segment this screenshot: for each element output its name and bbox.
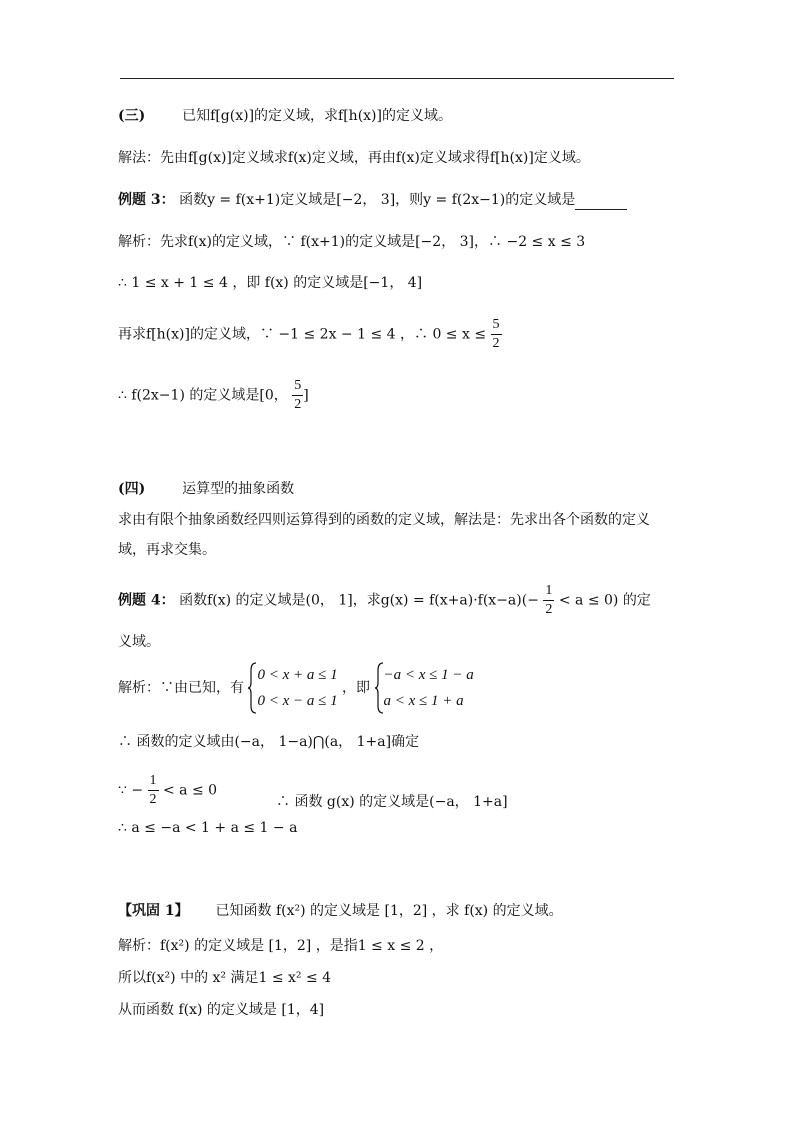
practice-1-step-3: 从而函数 f(x) 的定义域是 [1，4] <box>118 1002 325 1018</box>
example-4-step-1-text: 解析：∵由已知，有 <box>118 680 244 696</box>
example-3-step-3-text: 再求f[h(x)]的定义域，∵ −1 ≤ 2x − 1 ≤ 4 ，∴ 0 ≤ x ≤ <box>118 326 487 343</box>
fraction-one-half <box>543 582 554 619</box>
example-4-text-tail: < a ≤ 0) 的定 <box>558 592 651 609</box>
example-4-text: 函数f(x) 的定义域是(0， 1]，求g(x) = f(x+a)·f(x−a)(− <box>179 592 539 609</box>
practice-1-label: 【巩固 1】 <box>118 903 189 919</box>
example-3-step-3 <box>118 316 502 353</box>
section-4-paragraph-line-2: 域，再求交集。 <box>118 542 216 558</box>
section-4-label: (四) <box>118 481 146 497</box>
system-1-row-2: 0 < x − a ≤ 1 <box>257 693 338 709</box>
system-1-row-1: 0 < x + a ≤ 1 <box>257 667 338 683</box>
example-4-label: 例题 4： <box>118 592 175 609</box>
section-4-title: 运算型的抽象函数 <box>182 481 295 497</box>
example-4-step-1-connector: ，即 <box>342 680 371 696</box>
example-3-step-4-text: ∴ f(2x−1) 的定义域是[0， <box>118 387 288 404</box>
inequality-system-2 <box>375 662 474 714</box>
left-brace-icon <box>248 662 257 714</box>
example-3-step-2: ∴ 1 ≤ x + 1 ≤ 4 ，即 f(x) 的定义域是[−1， 4] <box>118 275 423 291</box>
fraction-denominator: 2 <box>492 336 500 351</box>
fraction-denominator: 2 <box>294 397 302 412</box>
example-3-label: 例题 3： <box>118 192 175 208</box>
left-brace-icon <box>375 662 384 714</box>
fraction-five-halves <box>292 377 303 414</box>
header-rule <box>120 78 674 79</box>
closing-bracket: ] <box>303 387 309 404</box>
method-3-text: 解法：先由f[g(x)]定义域求f(x)定义域，再由f(x)定义域求得f[h(x)]定义域。 <box>118 150 590 166</box>
example-4-step-5: ∴ a ≤ −a < 1 + a ≤ 1 − a <box>118 820 298 836</box>
section-3-title: 已知f[g(x)]的定义域，求f[h(x)]的定义域。 <box>182 108 452 124</box>
example-4-step-3 <box>118 772 217 809</box>
fraction-numerator: 1 <box>148 772 159 791</box>
example-4-step-1 <box>118 662 474 714</box>
practice-1-step-2: 所以f(x²) 中的 x² 满足1 ≤ x² ≤ 4 <box>118 970 332 986</box>
example-4-step-4: ∴ 函数 g(x) 的定义域是(−a， 1+a] <box>276 794 508 810</box>
section-4-paragraph-line-1: 求由有限个抽象函数经四则运算得到的函数的定义域，解法是：先求出各个函数的定义 <box>118 512 650 528</box>
inequality-system-1 <box>248 662 337 714</box>
example-4-question <box>118 582 651 619</box>
example-4-question-line-2: 义域。 <box>118 634 160 650</box>
practice-1-text: 已知函数 f(x²) 的定义域是 [1，2] ，求 f(x) 的定义域。 <box>215 903 563 919</box>
fraction-five-halves <box>491 316 502 353</box>
system-2-row-2: a < x ≤ 1 + a <box>383 693 464 709</box>
section-3-heading <box>118 106 452 126</box>
example-3-text: 函数y = f(x+1)定义域是[−2， 3]，则y = f(2x−1)的定义域是 <box>179 192 576 208</box>
example-4-step-3-text: ∵ − <box>118 782 144 799</box>
section-3-label: (三) <box>118 108 146 124</box>
fraction-denominator: 2 <box>149 792 157 807</box>
fraction-numerator: 5 <box>292 377 303 396</box>
example-3-step-4 <box>118 377 309 414</box>
example-4-step-2: ∴ 函数的定义域由(−a， 1−a)⋂(a， 1+a]确定 <box>118 734 420 750</box>
practice-1-question <box>118 901 563 921</box>
example-4-step-3-tail: < a ≤ 0 <box>163 782 218 799</box>
example-3-step-1: 解析：先求f(x)的定义域，∵ f(x+1)的定义域是[−2， 3]，∴ −2 ≤ x ≤ 3 <box>118 234 586 250</box>
system-2-row-1: −a < x ≤ 1 − a <box>383 667 474 683</box>
fraction-numerator: 5 <box>491 316 502 335</box>
example-3-question <box>118 190 627 210</box>
fraction-one-half <box>148 772 159 809</box>
section-4-heading <box>118 479 294 499</box>
practice-1-step-1: 解析：f(x²) 的定义域是 [1，2] ，是指1 ≤ x ≤ 2 ， <box>118 938 444 954</box>
answer-blank <box>575 195 627 210</box>
fraction-numerator: 1 <box>543 582 554 601</box>
fraction-denominator: 2 <box>545 602 553 617</box>
